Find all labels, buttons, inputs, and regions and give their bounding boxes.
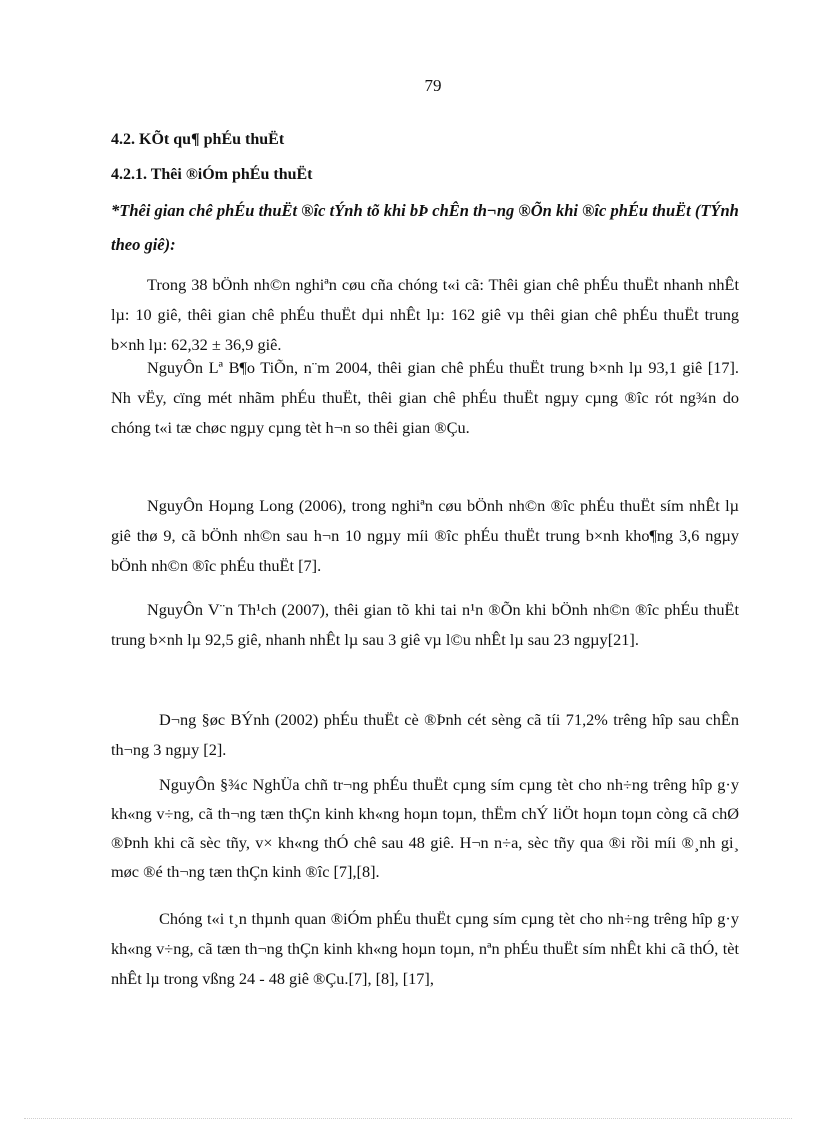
page-bottom-rule bbox=[24, 1118, 792, 1119]
subsection-heading: 4.2.1. Thêi ®iÓm phÉu thuËt bbox=[111, 166, 313, 183]
paragraph-2-text: NguyÔn Lª B¶o TiÕn, n¨m 2004, thêi gian chê phÉu thuËt trung b×nh lµ 93,1 giê [17]. Nh vËy, cïng mét nhãm phÉu thuËt, thêi gian chê phÉu thuËt ngµy cµng ®îc rót ng¾n do chóng t«i tæ chøc ngµy cµng tèt h¬n so thêi gian ®Çu. bbox=[111, 358, 739, 437]
subtitle-heading: *Thêi gian chê phÉu thuËt ®îc tÝnh tõ khi bÞ chÊn th¬ng ®Õn khi ®îc phÉu thuËt (TÝnh theo giê): bbox=[111, 201, 739, 254]
paragraph-4-text: NguyÔn V¨n Th¹ch (2007), thêi gian tõ khi tai n¹n ®Õn khi bÖnh nh©n ®îc phÉu thuËt trung b×nh lµ 92,5 giê, nhanh nhÊt lµ sau 3 giê vµ l©u nhÊt lµ sau 23 ngµy[21]. bbox=[111, 600, 739, 649]
paragraph-7 bbox=[111, 904, 739, 994]
paragraph-7-text: Chóng t«i t¸n thµnh quan ®iÓm phÉu thuËt cµng sím cµng tèt cho nh÷ng trêng hîp g·y kh«ng v÷ng, cã tæn th¬ng thÇn kinh kh«ng hoµn toµn, nªn phÉu thuËt sím nhÊt khi cã thÓ, tèt nhÊt lµ trong vßng 24 - 48 giê ®Çu.[7], [8], [17], bbox=[111, 909, 739, 988]
paragraph-6-text: NguyÔn §¾c NghÜa chñ tr¬ng phÉu thuËt cµng sím cµng tèt cho nh÷ng trêng hîp g·y kh«ng v÷ng, cã th¬ng tæn thÇn kinh kh«ng hoµn toµn, thËm chÝ liÖt hoµn toµn còng cã chØ ®Þnh khi cã sèc tñy, v× kh«ng thÓ chê sau 48 giê. H¬n n÷a, sèc tñy qua ®i rồi míi ®¸nh gi¸ møc ®é th¬ng tæn thÇn kinh ®îc [7],[8]. bbox=[111, 775, 739, 881]
paragraph-3-text: NguyÔn Hoµng Long (2006), trong nghiªn cøu bÖnh nh©n ®îc phÉu thuËt sím nhÊt lµ giê thø 9, cã bÖnh nh©n sau h¬n 10 ngµy míi ®îc phÉu thuËt trung b×nh kho¶ng 3,6 ngµy bÖnh nh©n ®îc phÉu thuËt [7]. bbox=[111, 496, 739, 575]
paragraph-1-text: Trong 38 bÖnh nh©n nghiªn cøu cña chóng t«i cã: Thêi gian chê phÉu thuËt nhanh nhÊt lµ: 10 giê, thêi gian chê phÉu thuËt dµi nhÊt lµ: 162 giê vµ thêi gian chê phÉu thuËt trung b×nh lµ: 62,32 ± 36,9 giê. bbox=[111, 275, 739, 354]
paragraph-4 bbox=[111, 595, 739, 655]
paragraph-5 bbox=[111, 705, 739, 765]
section-heading: 4.2. KÕt qu¶ phÉu thuËt bbox=[111, 131, 285, 148]
paragraph-2 bbox=[111, 353, 739, 443]
paragraph-5-text: D¬ng §øc BÝnh (2002) phÉu thuËt cè ®Þnh cét sèng cã tíi 71,2% trêng hîp sau chÊn th¬ng 3 ngµy [2]. bbox=[111, 710, 739, 759]
paragraph-6 bbox=[111, 770, 739, 886]
paragraph-3 bbox=[111, 491, 739, 581]
page-number: 79 bbox=[424, 76, 442, 95]
paragraph-1 bbox=[111, 270, 739, 360]
